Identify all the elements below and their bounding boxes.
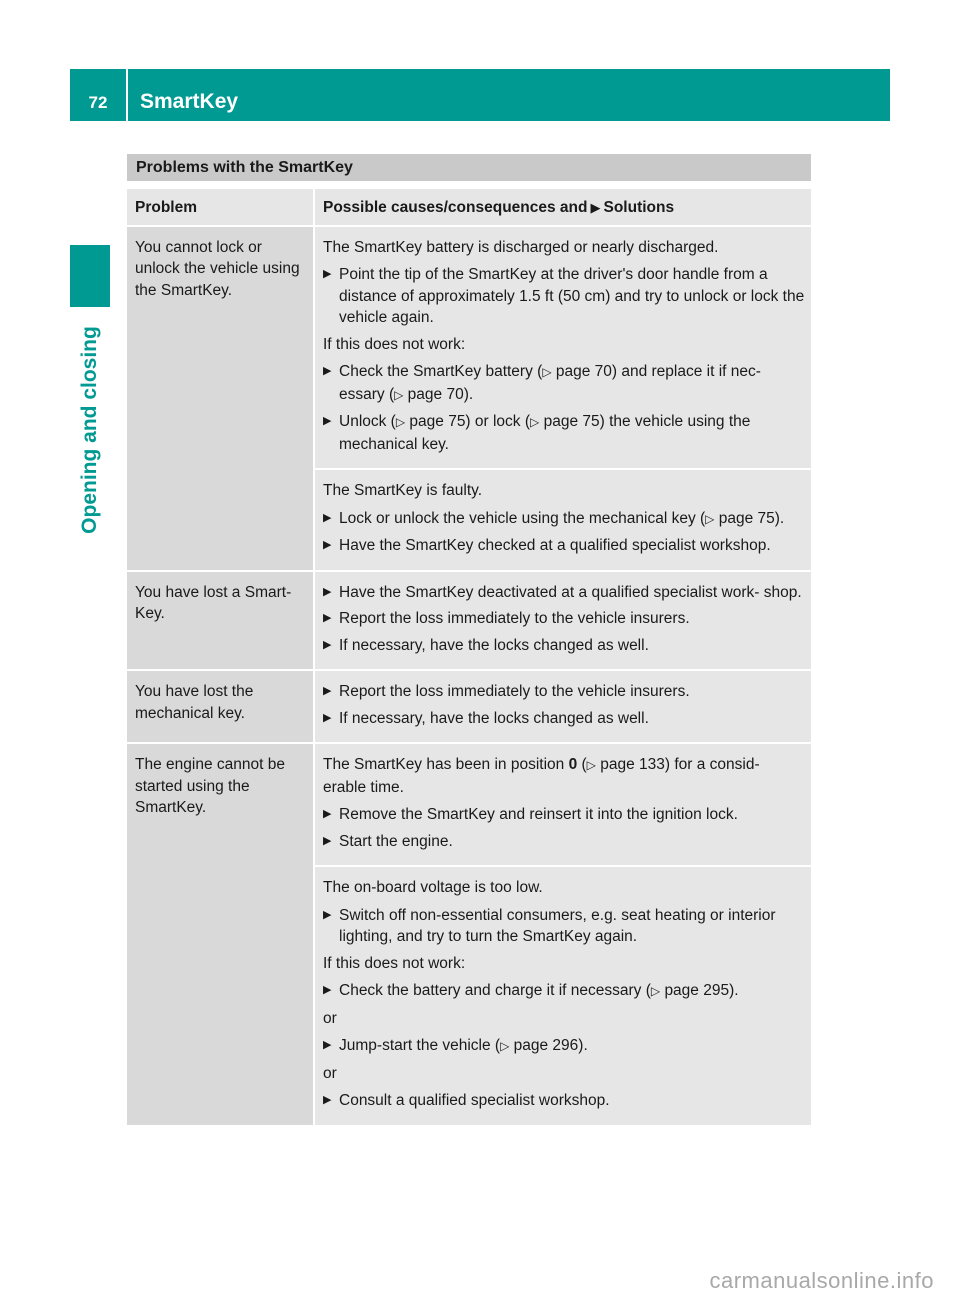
step-text-part: page 296). bbox=[513, 1037, 588, 1054]
arrow-right-icon: ▶ bbox=[323, 908, 332, 921]
chapter-label-text: Opening and closing bbox=[78, 326, 101, 534]
page-reference-triangle-icon: ▷ bbox=[586, 758, 596, 772]
step-text: Have the SmartKey checked at a qualified specialist workshop. bbox=[339, 537, 771, 554]
page-reference-triangle-icon: ▷ bbox=[705, 511, 715, 526]
arrow-right-icon: ▶ bbox=[323, 685, 332, 697]
step-text: If necessary, have the locks changed as well. bbox=[339, 636, 649, 654]
step-text-part: page 295). bbox=[664, 982, 739, 999]
step-text bbox=[339, 411, 805, 455]
step-text-part: page 75) or lock ( bbox=[409, 413, 531, 430]
step-text bbox=[339, 361, 805, 406]
page-reference-triangle-icon: ▷ bbox=[542, 365, 552, 379]
arrow-right-icon: ▶ bbox=[323, 539, 332, 551]
step-text: Remove the SmartKey and reinsert it into the ignition lock. bbox=[339, 806, 738, 823]
problem-cell: You have lost the mechanical key. bbox=[127, 670, 314, 743]
step-text: Point the tip of the SmartKey at the driver's door handle from a distance of approximately 1.5 ft (50 cm) and try to unlock or lock the vehicle again. bbox=[339, 266, 805, 326]
solution-step bbox=[323, 582, 805, 604]
side-tab-marker bbox=[70, 245, 110, 307]
solution-step bbox=[323, 831, 805, 853]
solution-cell bbox=[314, 670, 811, 743]
side-chapter-label bbox=[70, 315, 110, 545]
note-text: If this does not work: bbox=[323, 335, 466, 353]
step-text bbox=[339, 1035, 805, 1058]
table-title: Problems with the SmartKey bbox=[127, 154, 811, 181]
table-row bbox=[127, 226, 811, 470]
arrow-right-icon: ▶ bbox=[323, 415, 332, 427]
cause-text-part: ( bbox=[581, 756, 587, 773]
step-text-part: Jump-start the vehicle ( bbox=[339, 1037, 501, 1054]
step-text: Report the loss immediately to the vehicle insurers. bbox=[339, 610, 690, 627]
solution-step bbox=[323, 361, 805, 406]
solution-step bbox=[323, 411, 805, 455]
arrow-right-icon: ▶ bbox=[323, 268, 332, 280]
step-text bbox=[339, 508, 805, 531]
solution-step bbox=[323, 708, 805, 730]
or-text: or bbox=[323, 1009, 337, 1027]
solution-step bbox=[323, 1090, 805, 1112]
column-header-causes-text: Possible causes/consequences and bbox=[323, 199, 588, 216]
arrow-right-icon: ▶ bbox=[323, 365, 332, 377]
step-text bbox=[339, 980, 805, 1003]
step-text: Switch off non-essential consumers, e.g. seat heating or interior lighting, and try to turn the SmartKey again. bbox=[339, 906, 776, 945]
column-header-solutions bbox=[314, 189, 811, 226]
arrow-right-icon: ▶ bbox=[323, 834, 332, 847]
arrow-right-icon: ▶ bbox=[323, 711, 332, 724]
cause-text: The SmartKey is faulty. bbox=[323, 482, 483, 499]
solution-cell bbox=[314, 571, 811, 671]
troubleshooting-table bbox=[127, 189, 811, 1127]
table-row bbox=[127, 571, 811, 671]
column-header-solutions-text: Solutions bbox=[603, 199, 675, 216]
arrow-right-icon: ▶ bbox=[590, 200, 601, 215]
arrow-right-icon: ▶ bbox=[323, 638, 332, 651]
solution-step bbox=[323, 980, 805, 1003]
step-text-part: Check the battery and charge it if necessary ( bbox=[339, 982, 651, 999]
arrow-right-icon: ▶ bbox=[323, 1094, 332, 1106]
solution-cell bbox=[314, 743, 811, 866]
step-text-part: Unlock ( bbox=[339, 413, 396, 430]
arrow-right-icon: ▶ bbox=[323, 808, 332, 820]
cause-text-part: page 133) for a consid- erable time. bbox=[323, 756, 760, 796]
problem-cell: You cannot lock or unlock the vehicle using the SmartKey. bbox=[127, 226, 314, 571]
step-text-part: Lock or unlock the vehicle using the mechanical key ( bbox=[339, 509, 706, 527]
step-text-part: Check the SmartKey battery ( bbox=[339, 363, 543, 380]
problem-cell: The engine cannot be started using the SmartKey. bbox=[127, 743, 314, 1126]
table-row bbox=[127, 670, 811, 743]
solution-cell bbox=[314, 866, 811, 1126]
step-text: If necessary, have the locks changed as well. bbox=[339, 709, 649, 727]
solution-step bbox=[323, 508, 805, 531]
page-reference-triangle-icon: ▷ bbox=[500, 1039, 510, 1053]
cause-text: The on-board voltage is too low. bbox=[323, 879, 543, 896]
step-text-part: page 75). bbox=[718, 509, 785, 527]
table-row bbox=[127, 743, 811, 866]
arrow-right-icon: ▶ bbox=[323, 612, 332, 624]
solution-step bbox=[323, 608, 805, 630]
step-text-part: page 70) and replace it if nec- essary ( bbox=[339, 363, 761, 403]
or-text: or bbox=[323, 1064, 337, 1082]
step-text-part: page 70). bbox=[407, 385, 474, 403]
step-text: Report the loss immediately to the vehicle insurers. bbox=[339, 683, 690, 700]
page-reference-triangle-icon: ▷ bbox=[394, 387, 404, 402]
table-header-row bbox=[127, 189, 811, 226]
page-reference-triangle-icon: ▷ bbox=[530, 415, 540, 429]
solution-step bbox=[323, 1035, 805, 1058]
footer-watermark: carmanualsonline.info bbox=[709, 1268, 934, 1293]
step-text: Have the SmartKey deactivated at a qualified specialist work- shop. bbox=[339, 583, 802, 601]
cause-text: The SmartKey battery is discharged or nearly discharged. bbox=[323, 238, 719, 256]
arrow-right-icon: ▶ bbox=[323, 511, 332, 524]
arrow-right-icon: ▶ bbox=[323, 1039, 332, 1051]
page-number: 72 bbox=[88, 93, 108, 112]
arrow-right-icon: ▶ bbox=[323, 585, 332, 598]
cause-text-part: The SmartKey has been in position bbox=[323, 756, 565, 773]
solution-step bbox=[323, 264, 805, 329]
solution-cell bbox=[314, 226, 811, 470]
page-reference-triangle-icon: ▷ bbox=[395, 415, 406, 429]
step-text-part: page 75) the vehicle using the mechanical key. bbox=[339, 413, 751, 453]
section-title: SmartKey bbox=[140, 90, 239, 113]
ignition-position-label: 0 bbox=[568, 756, 578, 773]
column-header-problem: Problem bbox=[127, 189, 314, 226]
solution-step bbox=[323, 535, 805, 557]
cause-text bbox=[323, 754, 805, 798]
solution-step bbox=[323, 635, 805, 657]
arrow-right-icon: ▶ bbox=[323, 984, 332, 996]
header-divider bbox=[126, 69, 128, 121]
page-reference-triangle-icon: ▷ bbox=[650, 984, 661, 998]
step-text: Start the engine. bbox=[339, 832, 453, 850]
note-text: If this does not work: bbox=[323, 954, 466, 972]
solution-step bbox=[323, 905, 805, 948]
step-text: Consult a qualified specialist workshop. bbox=[339, 1092, 610, 1109]
solution-cell bbox=[314, 469, 811, 571]
problem-cell: You have lost a Smart- Key. bbox=[127, 571, 314, 671]
solution-step bbox=[323, 804, 805, 826]
solution-step bbox=[323, 681, 805, 703]
